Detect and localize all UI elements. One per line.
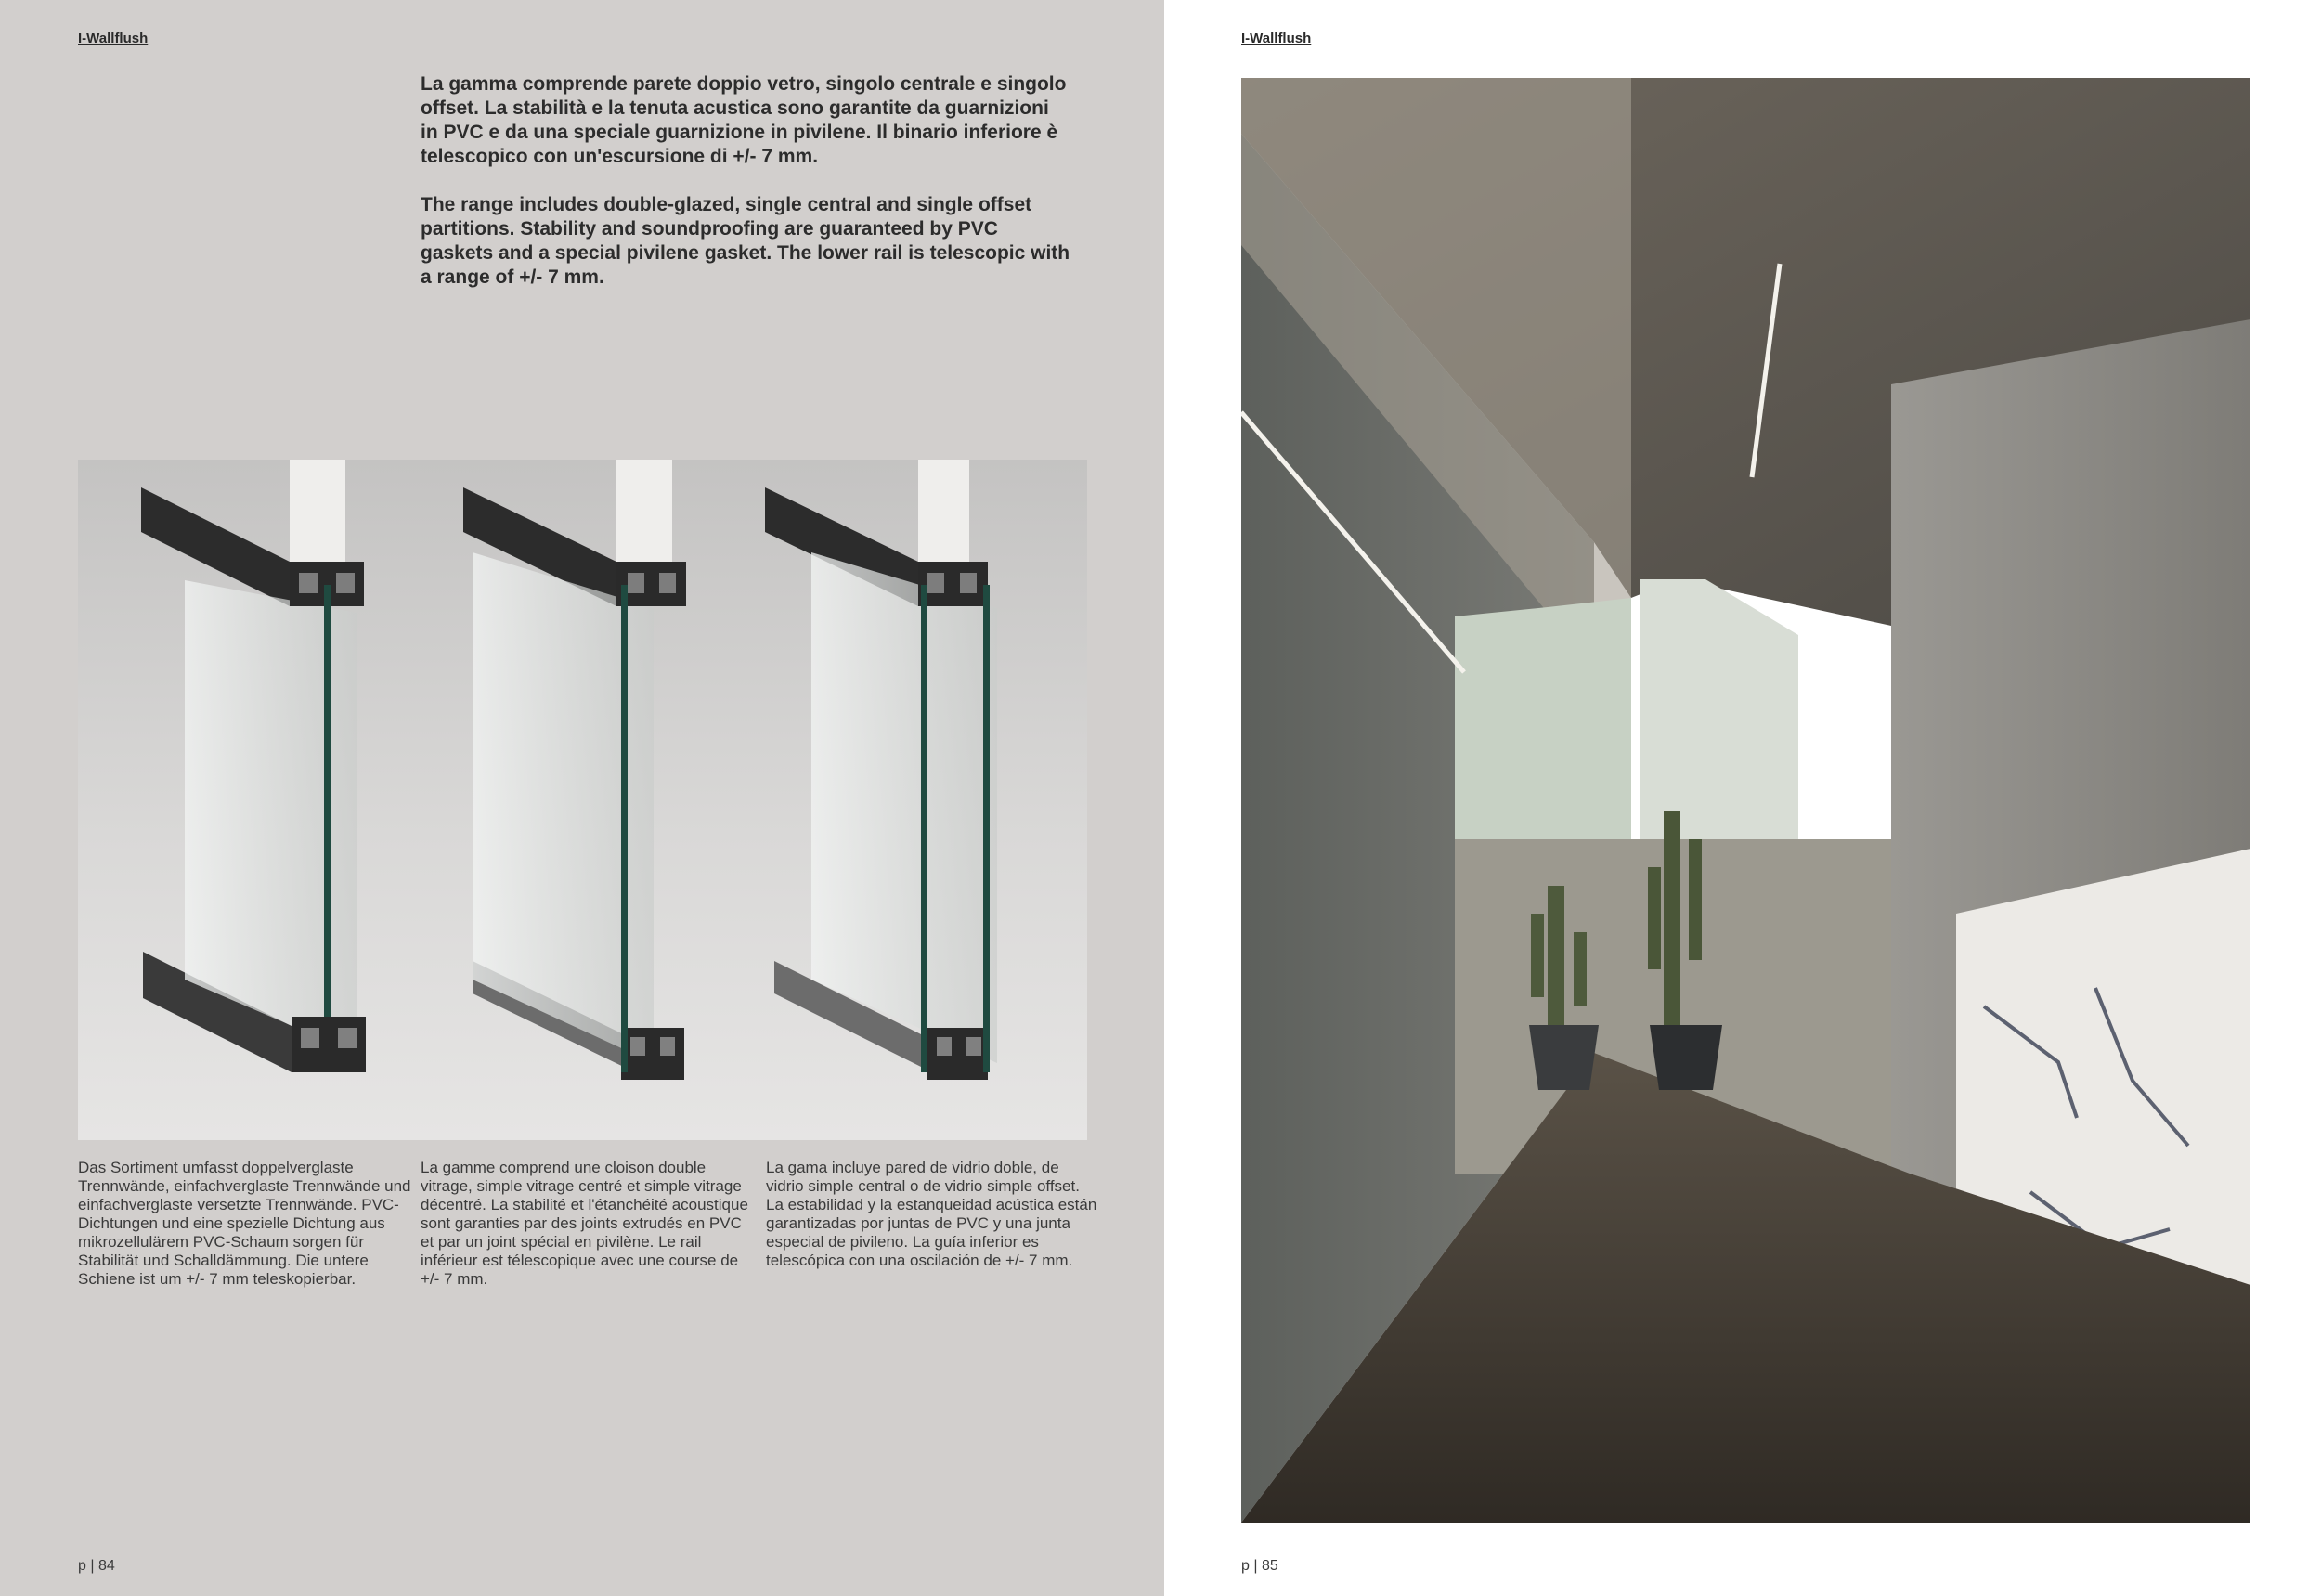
page-number: p | 84 (78, 1558, 115, 1574)
page-header: I-Wallflush (1241, 31, 1312, 46)
text-column-german: Das Sortiment umfasst doppelverglaste Trennwände, einfachverglaste Trennwände und einfachverglaste versetzte Trennwände. PVC-Dichtungen und eine spezielle Dichtung aus mikrozellulärem PVC-Schaum sorgen für Stabilität und Schalldämmung. Die untere Schiene ist um +/- 7 mm teleskopierbar. (78, 1159, 411, 1288)
text-column-french: La gamme comprend une cloison double vitrage, simple vitrage centré et simple vitrage décentré. La stabilité et l'étanchéité acoustique sont garanties par des joints extrudés en PVC et par un joint spécial en pivilène. Le rail inférieur est télescopique avec une course de +/- 7 mm. (421, 1159, 748, 1288)
window (1455, 598, 1631, 839)
profile-sections-photo (78, 460, 1087, 1140)
page-header: I-Wallflush (78, 31, 149, 46)
interior-photo (1241, 78, 2250, 1523)
page-number: p | 85 (1241, 1558, 1278, 1574)
intro-english: The range includes double-glazed, single central and single offset partitions. Stability and soundproofing are guaranteed by PVC gaskets and a special pivilene gasket. The lower rail is telescopic with a range of +/- 7 mm. (421, 194, 1070, 288)
right-page (1164, 0, 2321, 1596)
intro-italian: La gamma comprende parete doppio vetro, singolo centrale e singolo offset. La stabilità e la tenuta acustica sono garantite da guarnizioni in PVC e da una speciale guarnizione in pivilene. Il binario inferiore è telescopico con un'escursione di +/- 7 mm. (421, 73, 1067, 167)
text-column-spanish: La gama incluye pared de vidrio doble, de vidrio simple central o de vidrio simple offset. La estabilidad y la estanqueidad acústica están garantizadas por juntas de PVC y una junta especial de pivileno. La guía inferior es telescópica con una oscilación de +/- 7 mm. (766, 1159, 1097, 1269)
intro-text (421, 72, 1070, 314)
